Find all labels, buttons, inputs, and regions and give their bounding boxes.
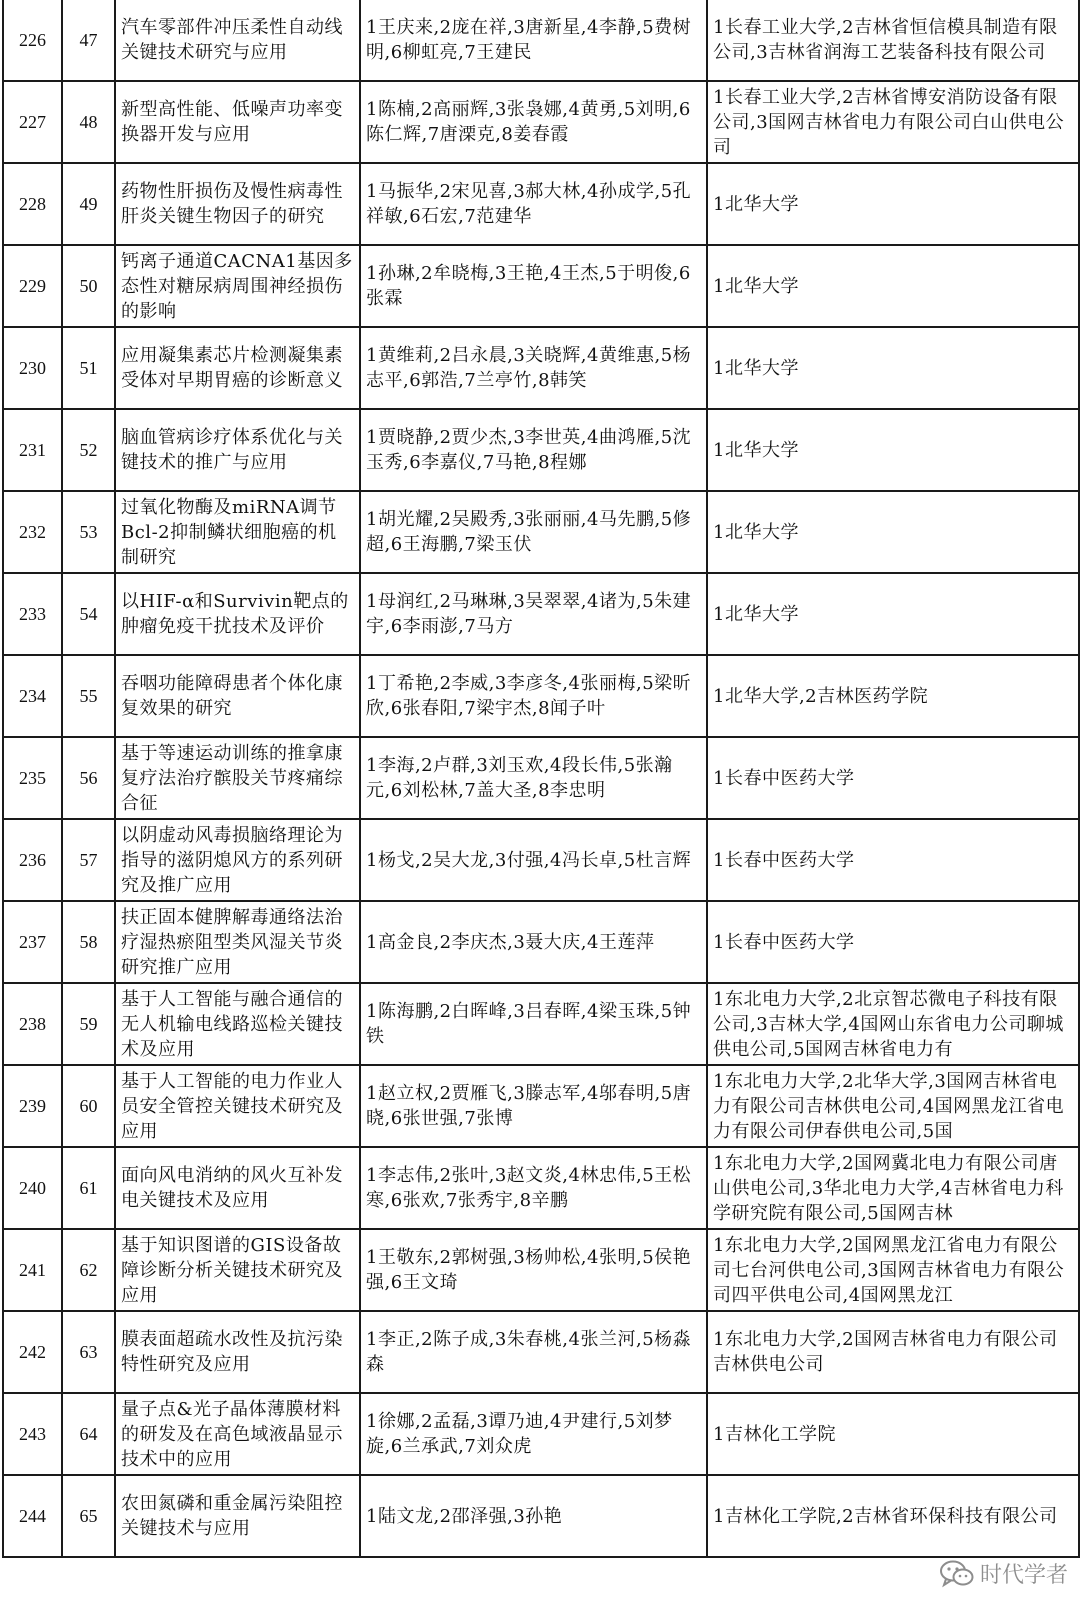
- seq-number-cell: [3, 737, 62, 819]
- seq-number-cell: [3, 655, 62, 737]
- table-row: [3, 737, 1079, 819]
- organizations-cell-text: 1长春中医药大学: [713, 767, 855, 789]
- item-number-cell: [62, 327, 115, 409]
- contributors-cell-text: 1李正,2陈子成,3朱春桃,4张兰河,5杨淼森: [366, 1329, 692, 1375]
- organizations-cell-text: 1东北电力大学,2国网黑龙江省电力有限公司七台河供电公司,3国网吉林省电力有限公司四平供电公司,4国网黑龙江: [713, 1234, 1065, 1306]
- item-number-cell: [62, 655, 115, 737]
- seq-number-cell-text: 227: [19, 111, 46, 132]
- contributors-cell-text: 1黄维莉,2吕永晨,3关晓辉,4黄维惠,5杨志平,6郭浩,7兰亭竹,8韩笑: [366, 345, 692, 391]
- seq-number-cell-text: 229: [19, 275, 46, 296]
- contributors-cell-text: 1陈楠,2高丽辉,3张袅娜,4黄勇,5刘明,6陈仁辉,7唐溧克,8姜春霞: [366, 99, 691, 145]
- project-title-cell: [115, 901, 360, 983]
- seq-number-cell-text: 241: [19, 1259, 46, 1280]
- contributors-cell: [360, 409, 707, 491]
- item-number-cell-text: 51: [79, 357, 98, 378]
- contributors-cell: [360, 491, 707, 573]
- project-title-cell: [115, 573, 360, 655]
- seq-number-cell: [3, 245, 62, 327]
- seq-number-cell-text: 234: [19, 685, 46, 706]
- seq-number-cell: [3, 1311, 62, 1393]
- contributors-cell: [360, 245, 707, 327]
- project-title-cell: [115, 1393, 360, 1475]
- item-number-cell-text: 54: [79, 603, 98, 624]
- contributors-cell: [360, 1311, 707, 1393]
- table-row: [3, 819, 1079, 901]
- organizations-cell-text: 1北华大学: [713, 275, 799, 297]
- organizations-cell-text: 1北华大学: [713, 603, 799, 625]
- seq-number-cell: [3, 1147, 62, 1229]
- contributors-cell-text: 1王庆来,2庞在祥,3唐新星,4李静,5费树明,6柳虹亮,7王建民: [366, 17, 692, 63]
- contributors-cell-text: 1孙琳,2牟晓梅,3王艳,4王杰,5于明俊,6张霖: [366, 263, 691, 309]
- project-title-cell: [115, 1229, 360, 1311]
- seq-number-cell: [3, 163, 62, 245]
- item-number-cell-text: 61: [79, 1177, 98, 1198]
- seq-number-cell-text: 238: [19, 1013, 46, 1034]
- contributors-cell: [360, 1147, 707, 1229]
- project-title-cell-text: 脑血管病诊疗体系优化与关键技术的推广与应用: [121, 427, 343, 473]
- item-number-cell-text: 50: [79, 275, 98, 296]
- item-number-cell: [62, 81, 115, 163]
- item-number-cell-text: 58: [79, 931, 98, 952]
- project-title-cell-text: 基于等速运动训练的推拿康复疗法治疗髌股关节疼痛综合征: [121, 742, 343, 814]
- seq-number-cell: [3, 1065, 62, 1147]
- project-title-cell-text: 面向风电消纳的风火互补发电关键技术及应用: [121, 1165, 343, 1211]
- item-number-cell-text: 52: [79, 439, 98, 460]
- contributors-cell: [360, 327, 707, 409]
- organizations-cell: [707, 573, 1079, 655]
- table-row: [3, 409, 1079, 491]
- table-row: [3, 491, 1079, 573]
- project-title-cell-text: 扶正固本健脾解毒通络法治疗湿热瘀阻型类风湿关节炎研究推广应用: [121, 906, 343, 978]
- seq-number-cell: [3, 1229, 62, 1311]
- item-number-cell-text: 63: [79, 1341, 98, 1362]
- contributors-cell-text: 1丁希艳,2李威,3李彦冬,4张丽梅,5梁昕欣,6张春阳,7梁宇杰,8闻子叶: [366, 673, 692, 719]
- organizations-cell-text: 1吉林化工学院: [713, 1423, 836, 1445]
- table-row: [3, 1065, 1079, 1147]
- item-number-cell-text: 56: [79, 767, 98, 788]
- contributors-cell-text: 1胡光耀,2吴殿秀,3张丽丽,4马先鹏,5修超,6王海鹏,7梁玉伏: [366, 509, 692, 555]
- item-number-cell-text: 47: [79, 29, 98, 50]
- seq-number-cell-text: 236: [19, 849, 46, 870]
- contributors-cell: [360, 1475, 707, 1557]
- project-title-cell-text: 量子点&光子晶体薄膜材料的研发及在高色域液晶显示技术中的应用: [121, 1398, 343, 1470]
- organizations-cell-text: 1东北电力大学,2北华大学,3国网吉林省电力有限公司吉林供电公司,4国网黑龙江省电力有限公司伊春供电公司,5国: [713, 1070, 1065, 1142]
- contributors-cell: [360, 655, 707, 737]
- seq-number-cell-text: 232: [19, 521, 46, 542]
- project-title-cell: [115, 327, 360, 409]
- table-row: [3, 1229, 1079, 1311]
- award-table: [2, 0, 1080, 1558]
- table-row: [3, 655, 1079, 737]
- project-title-cell: [115, 245, 360, 327]
- seq-number-cell: [3, 573, 62, 655]
- project-title-cell: [115, 409, 360, 491]
- seq-number-cell-text: 235: [19, 767, 46, 788]
- organizations-cell: [707, 1229, 1079, 1311]
- organizations-cell: [707, 491, 1079, 573]
- item-number-cell-text: 48: [79, 111, 98, 132]
- organizations-cell: [707, 737, 1079, 819]
- item-number-cell-text: 57: [79, 849, 98, 870]
- table-row: [3, 245, 1079, 327]
- seq-number-cell: [3, 491, 62, 573]
- project-title-cell: [115, 163, 360, 245]
- project-title-cell-text: 吞咽功能障碍患者个体化康复效果的研究: [121, 673, 343, 719]
- project-title-cell-text: 过氧化物酶及miRNA调节Bcl-2抑制鳞状细胞癌的机制研究: [121, 496, 337, 568]
- item-number-cell-text: 60: [79, 1095, 98, 1116]
- seq-number-cell-text: 244: [19, 1505, 46, 1526]
- project-title-cell-text: 膜表面超疏水改性及抗污染特性研究及应用: [121, 1329, 343, 1375]
- organizations-cell: [707, 327, 1079, 409]
- project-title-cell: [115, 1475, 360, 1557]
- organizations-cell: [707, 1311, 1079, 1393]
- item-number-cell: [62, 409, 115, 491]
- seq-number-cell: [3, 983, 62, 1065]
- organizations-cell-text: 1长春中医药大学: [713, 849, 855, 871]
- organizations-cell: [707, 1147, 1079, 1229]
- project-title-cell: [115, 819, 360, 901]
- contributors-cell: [360, 737, 707, 819]
- contributors-cell-text: 1陈海鹏,2白晖峰,3吕春晖,4梁玉珠,5钟铁: [366, 1001, 692, 1047]
- seq-number-cell: [3, 81, 62, 163]
- project-title-cell-text: 以HIF-α和Survivin靶点的肿瘤免疫干扰技术及评价: [121, 591, 349, 637]
- item-number-cell: [62, 245, 115, 327]
- contributors-cell-text: 1母润红,2马琳琳,3吴翠翠,4诸为,5朱建宇,6李雨澎,7马方: [366, 591, 692, 637]
- seq-number-cell-text: 239: [19, 1095, 46, 1116]
- project-title-cell: [115, 81, 360, 163]
- seq-number-cell: [3, 1475, 62, 1557]
- project-title-cell: [115, 1147, 360, 1229]
- organizations-cell-text: 1东北电力大学,2国网冀北电力有限公司唐山供电公司,3华北电力大学,4吉林省电力科学研究院有限公司,5国网吉林: [713, 1152, 1064, 1224]
- organizations-cell: [707, 1065, 1079, 1147]
- contributors-cell: [360, 573, 707, 655]
- contributors-cell: [360, 1065, 707, 1147]
- project-title-cell: [115, 983, 360, 1065]
- contributors-cell-text: 1马振华,2宋见喜,3郝大林,4孙成学,5孔祥敏,6石宏,7范建华: [366, 181, 692, 227]
- organizations-cell: [707, 819, 1079, 901]
- table-row: [3, 1475, 1079, 1557]
- item-number-cell-text: 65: [79, 1505, 98, 1526]
- project-title-cell: [115, 491, 360, 573]
- table-row: [3, 0, 1079, 81]
- wechat-icon: [940, 1560, 974, 1588]
- contributors-cell: [360, 1393, 707, 1475]
- project-title-cell-text: 汽车零部件冲压柔性自动线关键技术研究与应用: [121, 17, 343, 63]
- item-number-cell: [62, 1475, 115, 1557]
- contributors-cell-text: 1徐娜,2孟磊,3谭乃迪,4尹建行,5刘梦旋,6兰承武,7刘众虎: [366, 1411, 673, 1457]
- seq-number-cell-text: 233: [19, 603, 46, 624]
- project-title-cell-text: 应用凝集素芯片检测凝集素受体对早期胃癌的诊断意义: [121, 345, 343, 391]
- organizations-cell: [707, 1475, 1079, 1557]
- contributors-cell-text: 1陆文龙,2邵泽强,3孙艳: [366, 1505, 563, 1527]
- contributors-cell: [360, 1229, 707, 1311]
- organizations-cell-text: 1东北电力大学,2国网吉林省电力有限公司吉林供电公司: [713, 1329, 1058, 1375]
- seq-number-cell: [3, 327, 62, 409]
- project-title-cell-text: 药物性肝损伤及慢性病毒性肝炎关键生物因子的研究: [121, 181, 343, 227]
- seq-number-cell-text: 230: [19, 357, 46, 378]
- table-row: [3, 1147, 1079, 1229]
- organizations-cell-text: 1长春中医药大学: [713, 931, 855, 953]
- project-title-cell: [115, 737, 360, 819]
- project-title-cell: [115, 655, 360, 737]
- project-title-cell-text: 以阴虚动风毒损脑络理论为指导的滋阴熄风方的系列研究及推广应用: [121, 824, 343, 896]
- item-number-cell: [62, 737, 115, 819]
- table-row: [3, 163, 1079, 245]
- item-number-cell-text: 62: [79, 1259, 98, 1280]
- seq-number-cell: [3, 0, 62, 81]
- table-body: [3, 0, 1079, 1557]
- project-title-cell: [115, 1311, 360, 1393]
- seq-number-cell: [3, 1393, 62, 1475]
- project-title-cell-text: 钙离子通道CACNA1基因多态性对糖尿病周围神经损伤的影响: [121, 250, 353, 322]
- item-number-cell: [62, 573, 115, 655]
- table-row: [3, 81, 1079, 163]
- project-title-cell-text: 基于人工智能与融合通信的无人机输电线路巡检关键技术及应用: [121, 988, 343, 1060]
- organizations-cell-text: 1北华大学,2吉林医药学院: [713, 685, 929, 707]
- organizations-cell-text: 1东北电力大学,2北京智芯微电子科技有限公司,3吉林大学,4国网山东省电力公司聊城供电公司,5国网吉林省电力有: [713, 988, 1064, 1060]
- organizations-cell: [707, 245, 1079, 327]
- item-number-cell: [62, 1393, 115, 1475]
- table-row: [3, 901, 1079, 983]
- contributors-cell-text: 1李志伟,2张叶,3赵文炎,4林忠伟,5王松寒,6张欢,7张秀宇,8辛鹏: [366, 1165, 692, 1211]
- table-row: [3, 1393, 1079, 1475]
- contributors-cell-text: 1李海,2卢群,3刘玉欢,4段长伟,5张瀚元,6刘松林,7盖大圣,8李忠明: [366, 755, 673, 801]
- project-title-cell: [115, 0, 360, 81]
- project-title-cell-text: 农田氮磷和重金属污染阻控关键技术与应用: [121, 1493, 343, 1539]
- table-row: [3, 1311, 1079, 1393]
- organizations-cell-text: 1长春工业大学,2吉林省恒信模具制造有限公司,3吉林省润海工艺装备科技有限公司: [713, 17, 1058, 63]
- contributors-cell: [360, 163, 707, 245]
- seq-number-cell-text: 231: [19, 439, 46, 460]
- organizations-cell: [707, 901, 1079, 983]
- contributors-cell: [360, 901, 707, 983]
- seq-number-cell-text: 240: [19, 1177, 46, 1198]
- organizations-cell-text: 1北华大学: [713, 193, 799, 215]
- organizations-cell: [707, 81, 1079, 163]
- contributors-cell: [360, 983, 707, 1065]
- seq-number-cell-text: 242: [19, 1341, 46, 1362]
- item-number-cell: [62, 0, 115, 81]
- item-number-cell: [62, 983, 115, 1065]
- organizations-cell-text: 1北华大学: [713, 521, 799, 543]
- table-row: [3, 327, 1079, 409]
- project-title-cell-text: 基于知识图谱的GIS设备故障诊断分析关键技术研究及应用: [121, 1234, 343, 1306]
- organizations-cell: [707, 1393, 1079, 1475]
- contributors-cell: [360, 81, 707, 163]
- item-number-cell: [62, 1229, 115, 1311]
- contributors-cell-text: 1高金良,2李庆杰,3聂大庆,4王莲萍: [366, 931, 655, 953]
- item-number-cell: [62, 901, 115, 983]
- organizations-cell: [707, 163, 1079, 245]
- item-number-cell: [62, 819, 115, 901]
- watermark: [940, 1558, 1068, 1589]
- item-number-cell: [62, 1065, 115, 1147]
- item-number-cell-text: 64: [79, 1423, 98, 1444]
- contributors-cell: [360, 819, 707, 901]
- item-number-cell-text: 53: [79, 521, 98, 542]
- contributors-cell-text: 1贾晓静,2贾少杰,3李世英,4曲鸿雁,5沈玉秀,6李嘉仪,7马艳,8程娜: [366, 427, 692, 473]
- item-number-cell: [62, 1147, 115, 1229]
- contributors-cell-text: 1王敬东,2郭树强,3杨帅松,4张明,5侯艳强,6王文琦: [366, 1247, 692, 1293]
- seq-number-cell: [3, 901, 62, 983]
- organizations-cell: [707, 409, 1079, 491]
- organizations-cell: [707, 0, 1079, 81]
- item-number-cell-text: 59: [79, 1013, 98, 1034]
- table-row: [3, 983, 1079, 1065]
- project-title-cell: [115, 1065, 360, 1147]
- organizations-cell-text: 1北华大学: [713, 357, 799, 379]
- project-title-cell-text: 新型高性能、低噪声功率变换器开发与应用: [121, 99, 343, 145]
- item-number-cell-text: 49: [79, 193, 98, 214]
- seq-number-cell-text: 228: [19, 193, 46, 214]
- seq-number-cell: [3, 819, 62, 901]
- contributors-cell-text: 1杨戈,2吴大龙,3付强,4冯长卓,5杜言辉: [366, 849, 692, 871]
- organizations-cell: [707, 655, 1079, 737]
- watermark-text: 时代学者: [979, 1563, 1068, 1588]
- table-row: [3, 573, 1079, 655]
- seq-number-cell-text: 243: [19, 1423, 46, 1444]
- contributors-cell-text: 1赵立权,2贾雁飞,3滕志军,4邬春明,5唐晓,6张世强,7张博: [366, 1083, 692, 1129]
- item-number-cell-text: 55: [79, 685, 98, 706]
- organizations-cell-text: 1吉林化工学院,2吉林省环保科技有限公司: [713, 1505, 1058, 1527]
- seq-number-cell-text: 226: [19, 29, 46, 50]
- organizations-cell-text: 1北华大学: [713, 439, 799, 461]
- item-number-cell: [62, 1311, 115, 1393]
- organizations-cell-text: 1长春工业大学,2吉林省博安消防设备有限公司,3国网吉林省电力有限公司白山供电公司: [713, 86, 1065, 158]
- seq-number-cell: [3, 409, 62, 491]
- item-number-cell: [62, 163, 115, 245]
- item-number-cell: [62, 491, 115, 573]
- project-title-cell-text: 基于人工智能的电力作业人员安全管控关键技术研究及应用: [121, 1070, 343, 1142]
- organizations-cell: [707, 983, 1079, 1065]
- contributors-cell: [360, 0, 707, 81]
- seq-number-cell-text: 237: [19, 931, 46, 952]
